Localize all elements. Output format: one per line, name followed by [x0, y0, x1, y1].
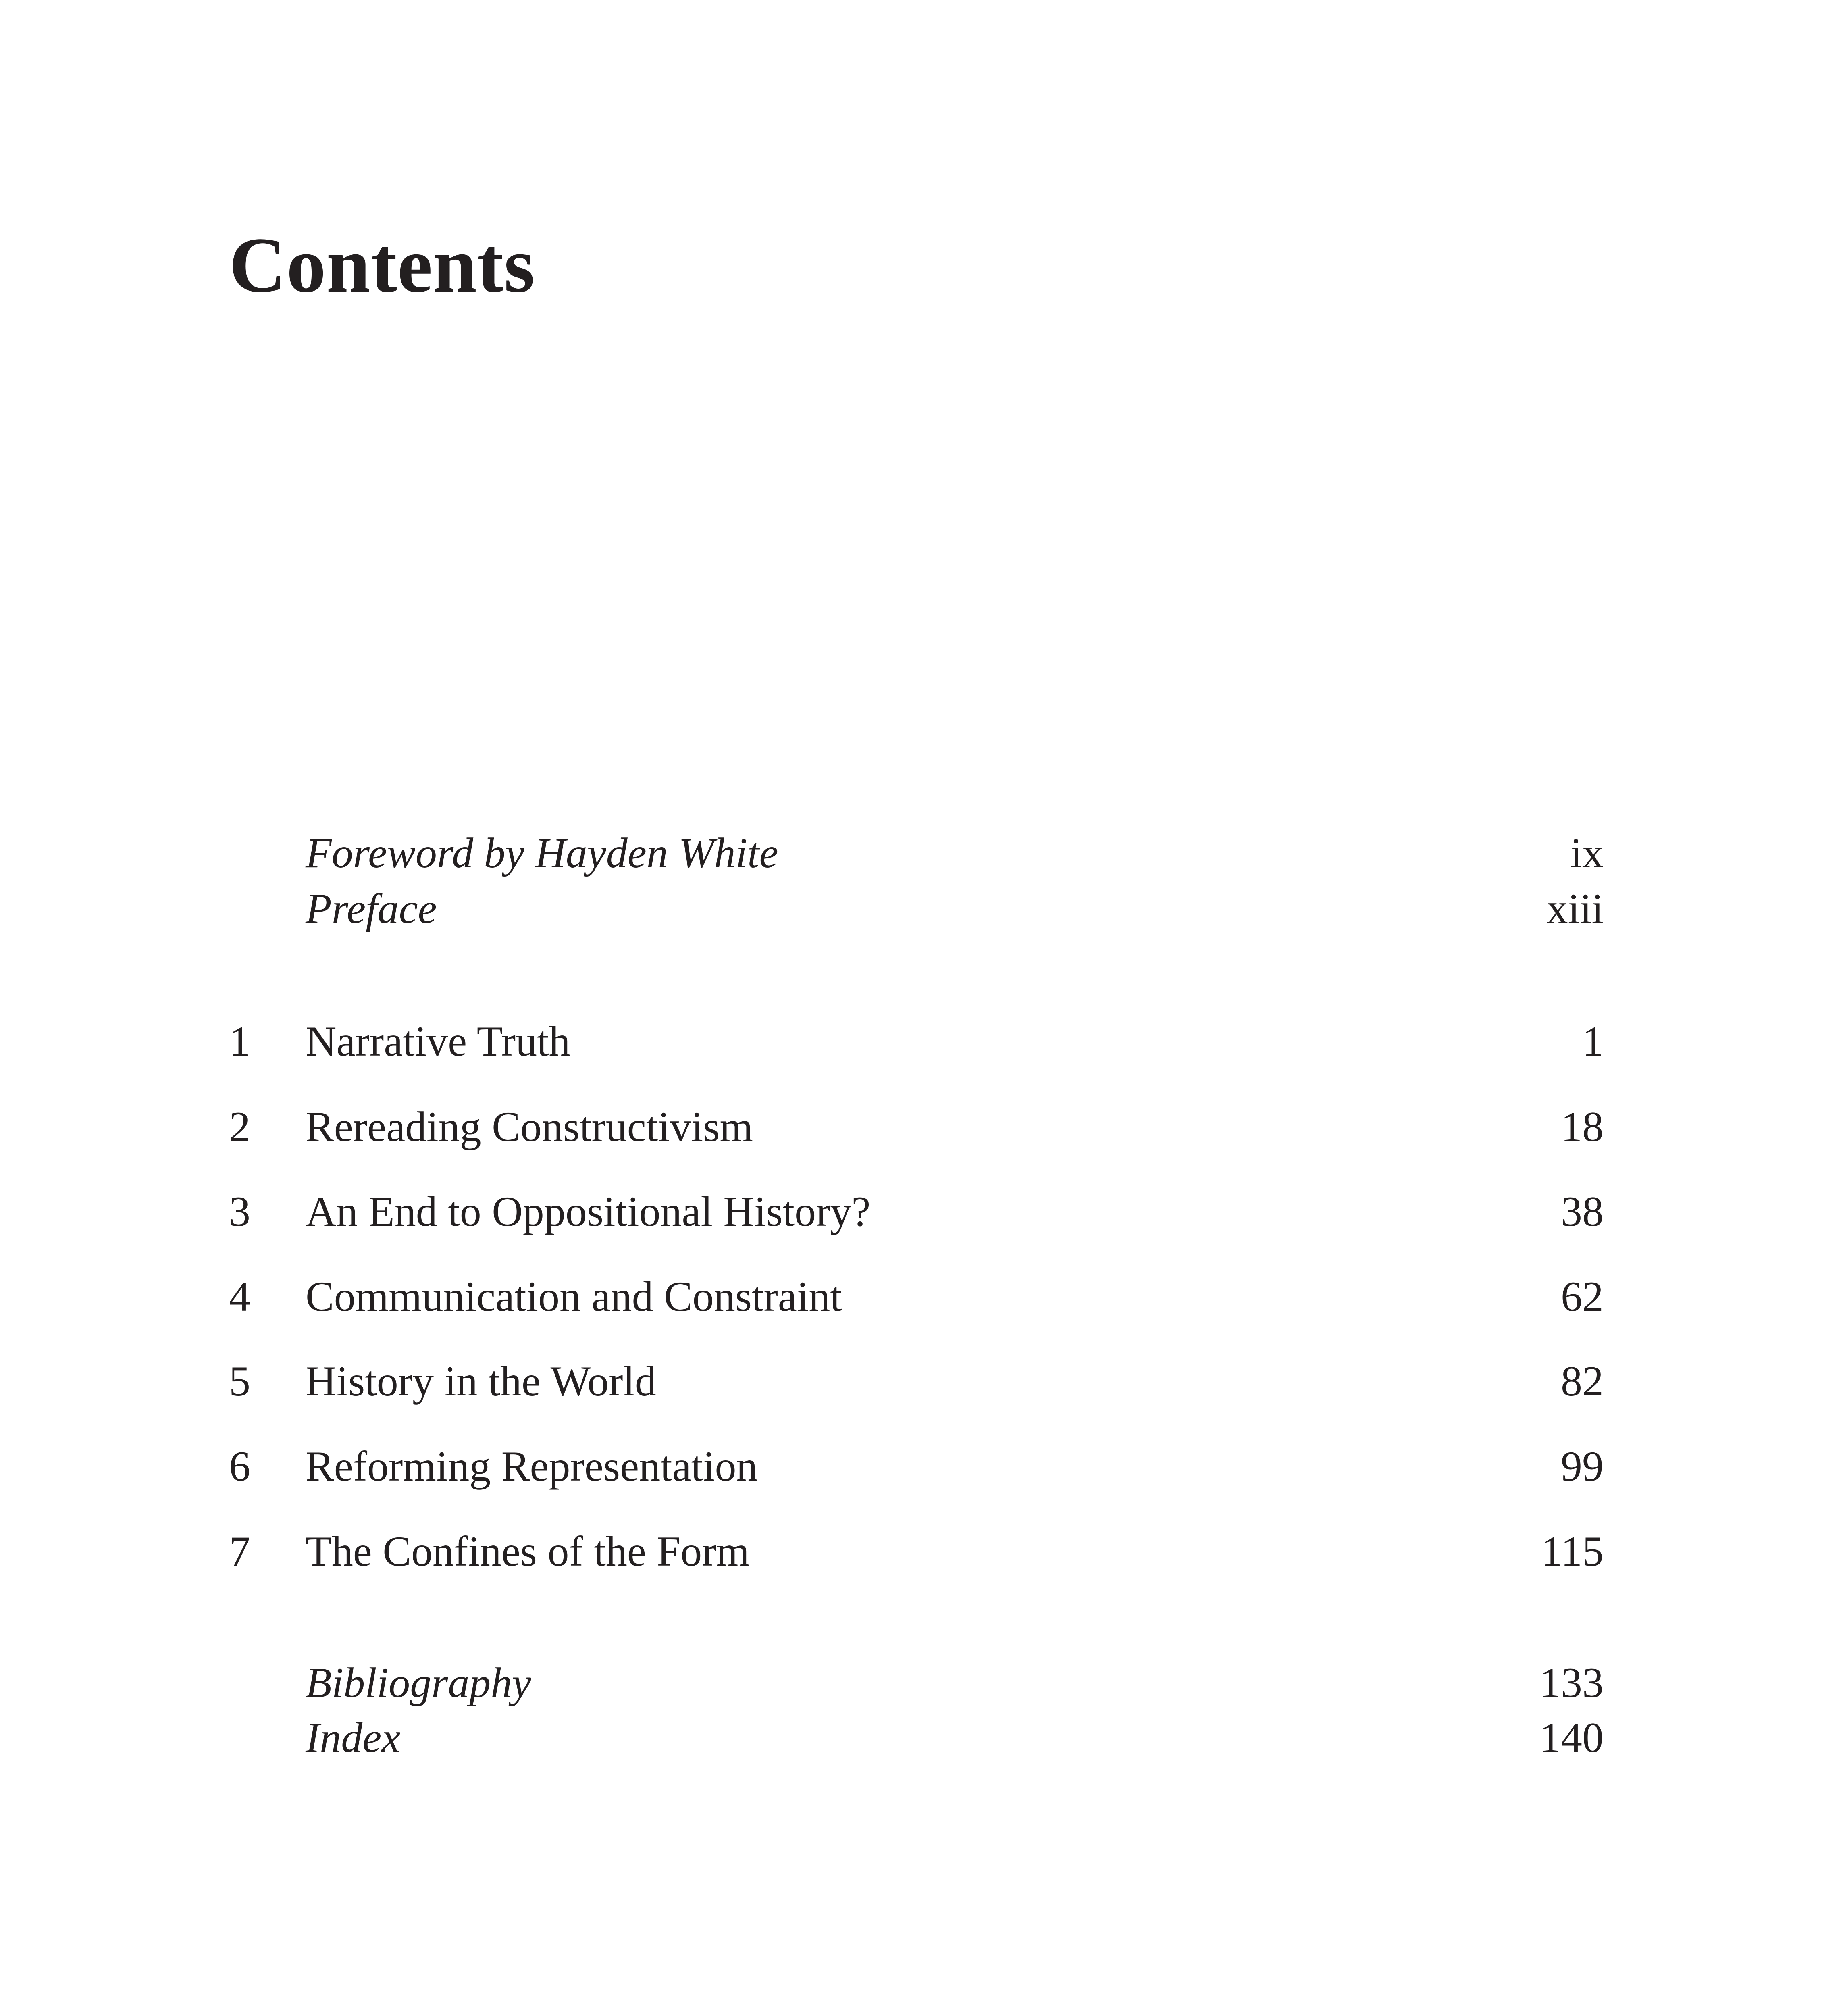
toc-entry-chapter-3[interactable]	[229, 1183, 1604, 1240]
toc-entry-chapter-2[interactable]	[229, 1099, 1604, 1155]
toc-entry-page: 115	[1541, 1528, 1604, 1575]
chapter-number: 5	[229, 1358, 250, 1405]
toc-entry-page: 1	[1582, 1018, 1604, 1065]
toc-entry-chapter-1[interactable]	[229, 1013, 1604, 1070]
chapter-number: 1	[229, 1018, 250, 1065]
toc-entry-label: An End to Oppositional History?	[306, 1188, 871, 1235]
toc-entry-page: 82	[1561, 1358, 1604, 1405]
toc-entry-chapter-6[interactable]	[229, 1438, 1604, 1495]
chapter-number: 2	[229, 1103, 250, 1150]
toc-entry-label: History in the World	[306, 1358, 656, 1405]
chapter-number: 4	[229, 1273, 250, 1320]
toc-entry-label: Foreword by Hayden White	[306, 829, 778, 877]
page-title: Contents	[229, 221, 535, 309]
toc-entry-page: 133	[1539, 1659, 1604, 1706]
toc-entry-chapter-5[interactable]	[229, 1353, 1604, 1410]
chapter-number: 3	[229, 1188, 250, 1235]
chapter-number: 7	[229, 1528, 250, 1575]
toc-entry-page: 140	[1539, 1714, 1604, 1761]
toc-entry-preface[interactable]	[229, 881, 1604, 937]
toc-entry-page: 18	[1561, 1103, 1604, 1150]
toc-entry-index[interactable]	[229, 1710, 1604, 1766]
toc-entry-page: xiii	[1546, 885, 1604, 932]
toc-entry-chapter-4[interactable]	[229, 1268, 1604, 1325]
toc-entry-bibliography[interactable]	[229, 1655, 1604, 1711]
toc-entry-label: Reforming Representation	[306, 1443, 758, 1490]
toc-entry-label: Narrative Truth	[306, 1018, 570, 1065]
toc-entry-chapter-7[interactable]	[229, 1523, 1604, 1580]
toc-entry-label: Bibliography	[306, 1659, 531, 1706]
toc-entry-page: ix	[1570, 829, 1604, 877]
toc-entry-foreword[interactable]	[229, 825, 1604, 881]
toc-entry-label: Index	[306, 1714, 401, 1761]
chapter-number: 6	[229, 1443, 250, 1490]
toc-entry-label: Rereading Constructivism	[306, 1103, 753, 1150]
toc-entry-label: The Confines of the Form	[306, 1528, 750, 1575]
toc-entry-page: 38	[1561, 1188, 1604, 1235]
toc-entry-page: 99	[1561, 1443, 1604, 1490]
toc-entry-page: 62	[1561, 1273, 1604, 1320]
toc-entry-label: Preface	[306, 885, 437, 932]
toc-entry-label: Communication and Constraint	[306, 1273, 842, 1320]
